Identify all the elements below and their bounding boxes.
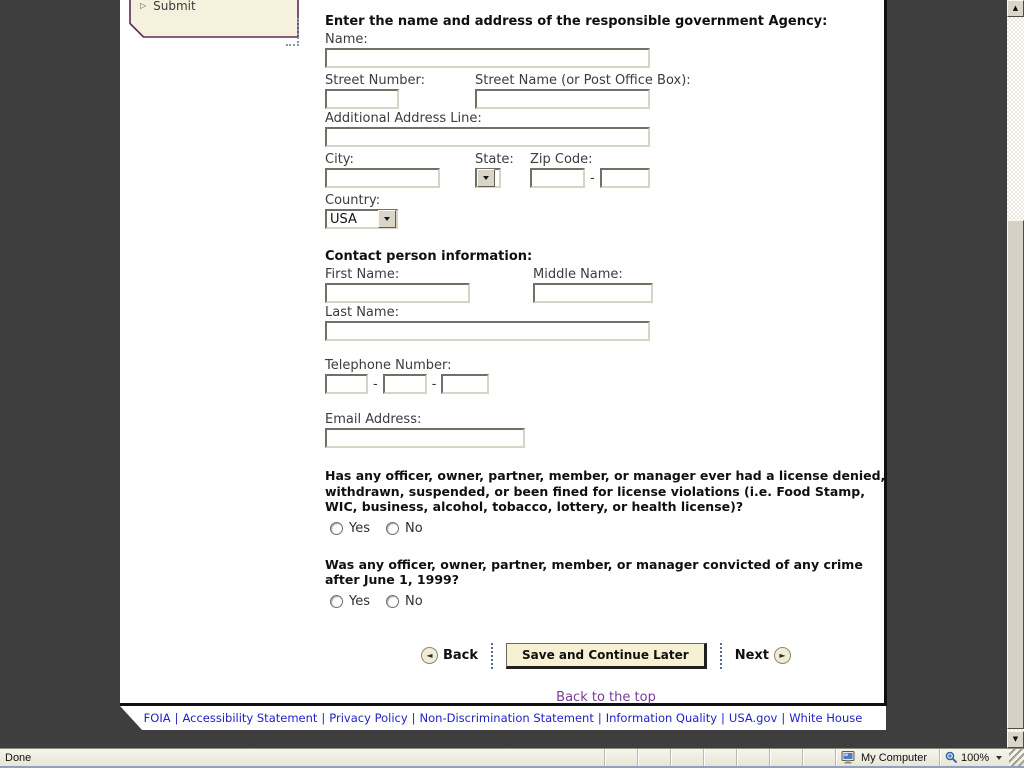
name-input[interactable] [325, 48, 650, 68]
crime-question-options [330, 594, 887, 609]
dropdown-arrow-icon [384, 217, 390, 221]
license-no-radio[interactable] [386, 522, 399, 535]
additional-address-label: Additional Address Line: [325, 111, 482, 126]
license-question: Has any officer, owner, partner, member, or manager ever had a license denied, withdrawn, suspended, or been fined for license violations (i.e. Food Stamp, WIC, business, alcohol, tobacco, lottery, or health license)? [325, 468, 886, 514]
button-separator [491, 643, 493, 669]
status-pane [703, 749, 736, 766]
scroll-down-button[interactable] [1007, 731, 1024, 748]
crime-no-label: No [405, 593, 423, 609]
zoom-magnifier-icon [945, 751, 958, 764]
sidebar-submit-tab[interactable] [129, 0, 301, 42]
state-dropdown-button[interactable] [477, 169, 495, 187]
crime-no-radio[interactable] [386, 595, 399, 608]
footer-separator: | [721, 711, 725, 725]
first-name-input[interactable] [325, 283, 470, 303]
scrollbar-thumb[interactable] [1007, 220, 1024, 729]
zip-label: Zip Code: [530, 152, 593, 167]
crime-yes-label: Yes [349, 593, 370, 609]
footer-link-information-quality[interactable]: Information Quality [605, 711, 718, 725]
status-text: Done [5, 751, 32, 764]
save-and-continue-button[interactable]: Save and Continue Later [506, 643, 707, 669]
status-pane [769, 749, 802, 766]
footer-link-accessibility[interactable]: Accessibility Statement [182, 711, 318, 725]
vertical-scrollbar[interactable] [1007, 0, 1024, 748]
telephone-label: Telephone Number: [325, 358, 452, 373]
button-separator [720, 643, 722, 669]
street-name-input[interactable] [475, 89, 650, 109]
country-dropdown-button[interactable] [378, 210, 396, 228]
scroll-up-button[interactable] [1007, 0, 1024, 17]
dropdown-arrow-icon [483, 176, 489, 180]
zoom-control[interactable] [939, 749, 1009, 766]
telephone-line-input[interactable] [441, 374, 489, 394]
resize-grip[interactable] [1009, 749, 1024, 766]
country-label: Country: [325, 193, 381, 208]
footer-bar [120, 706, 886, 730]
my-computer-icon [841, 751, 856, 764]
security-zone-pane [835, 749, 939, 766]
license-no-label: No [405, 520, 423, 536]
email-input[interactable] [325, 428, 525, 448]
city-label: City: [325, 152, 354, 167]
name-label: Name: [325, 32, 368, 47]
city-input[interactable] [325, 168, 440, 188]
license-yes-radio[interactable] [330, 522, 343, 535]
zip-dash: - [590, 170, 595, 186]
status-bar [0, 748, 1024, 768]
footer-link-privacy[interactable]: Privacy Policy [329, 711, 408, 725]
telephone-area-input[interactable] [325, 374, 368, 394]
security-zone-label: My Computer [861, 751, 928, 764]
footer-link-whitehouse[interactable]: White House [789, 711, 863, 725]
telephone-dash: - [431, 376, 437, 392]
menu-dotted-edge-vertical [297, 18, 299, 46]
country-select[interactable] [325, 209, 398, 229]
telephone-prefix-input[interactable] [383, 374, 427, 394]
street-number-label: Street Number: [325, 73, 426, 88]
middle-name-input[interactable] [533, 283, 653, 303]
zip-plus4-input[interactable] [600, 168, 650, 188]
footer-link-usagov[interactable]: USA.gov [728, 711, 778, 725]
middle-name-label: Middle Name: [533, 267, 623, 282]
license-yes-label: Yes [349, 520, 370, 536]
next-button-label[interactable]: Next [734, 648, 769, 663]
scroll-up-icon: ▲ [1012, 4, 1019, 12]
contact-heading: Contact person information: [325, 249, 533, 264]
email-label: Email Address: [325, 412, 422, 427]
status-pane [802, 749, 835, 766]
footer-separator: | [411, 711, 416, 725]
last-name-label: Last Name: [325, 305, 399, 320]
agency-form [325, 14, 887, 705]
status-pane [604, 749, 637, 766]
footer-link-foia[interactable]: FOIA [143, 711, 171, 725]
license-question-options [330, 521, 887, 536]
footer-separator: | [781, 711, 786, 725]
status-pane [670, 749, 703, 766]
footer-separator: | [321, 711, 326, 725]
footer-separator: | [597, 711, 602, 725]
form-nav-buttons [325, 643, 887, 669]
crime-question: Was any officer, owner, partner, member, or manager convicted of any crime after June 1, 1999? [325, 556, 863, 587]
footer-corner-notch [120, 706, 142, 730]
next-arrow-icon: ► [774, 647, 791, 664]
zip-input[interactable] [530, 168, 585, 188]
zoom-level: 100% [961, 751, 990, 764]
menu-dotted-edge-horizontal [286, 44, 299, 46]
country-value: USA [330, 211, 357, 227]
page-content [120, 0, 887, 706]
footer-separator: | [174, 711, 179, 725]
first-name-label: First Name: [325, 267, 400, 282]
last-name-input[interactable] [325, 321, 650, 341]
scroll-down-icon: ▼ [1012, 735, 1019, 743]
next-button[interactable] [735, 647, 791, 664]
status-pane [637, 749, 670, 766]
telephone-dash: - [373, 376, 378, 392]
street-number-input[interactable] [325, 89, 399, 109]
submit-arrow-icon: ▷ [140, 1, 147, 10]
footer-link-nondiscrimination[interactable]: Non-Discrimination Statement [419, 711, 594, 725]
scrollbar-track[interactable] [1007, 17, 1024, 731]
zoom-dropdown-arrow-icon[interactable] [996, 756, 1002, 760]
agency-heading: Enter the name and address of the responsible government Agency: [325, 14, 828, 29]
back-button-label[interactable]: Back [442, 648, 479, 663]
street-name-label: Street Name (or Post Office Box): [475, 73, 691, 88]
additional-address-input[interactable] [325, 127, 650, 147]
sidebar-item-submit-label[interactable]: Submit [153, 0, 196, 13]
state-select[interactable] [475, 168, 501, 188]
back-to-top-link[interactable]: Back to the top [556, 689, 656, 705]
back-button[interactable] [421, 647, 478, 664]
state-label: State: [475, 152, 514, 167]
crime-yes-radio[interactable] [330, 595, 343, 608]
status-pane [736, 749, 769, 766]
back-arrow-icon: ◄ [421, 647, 438, 664]
